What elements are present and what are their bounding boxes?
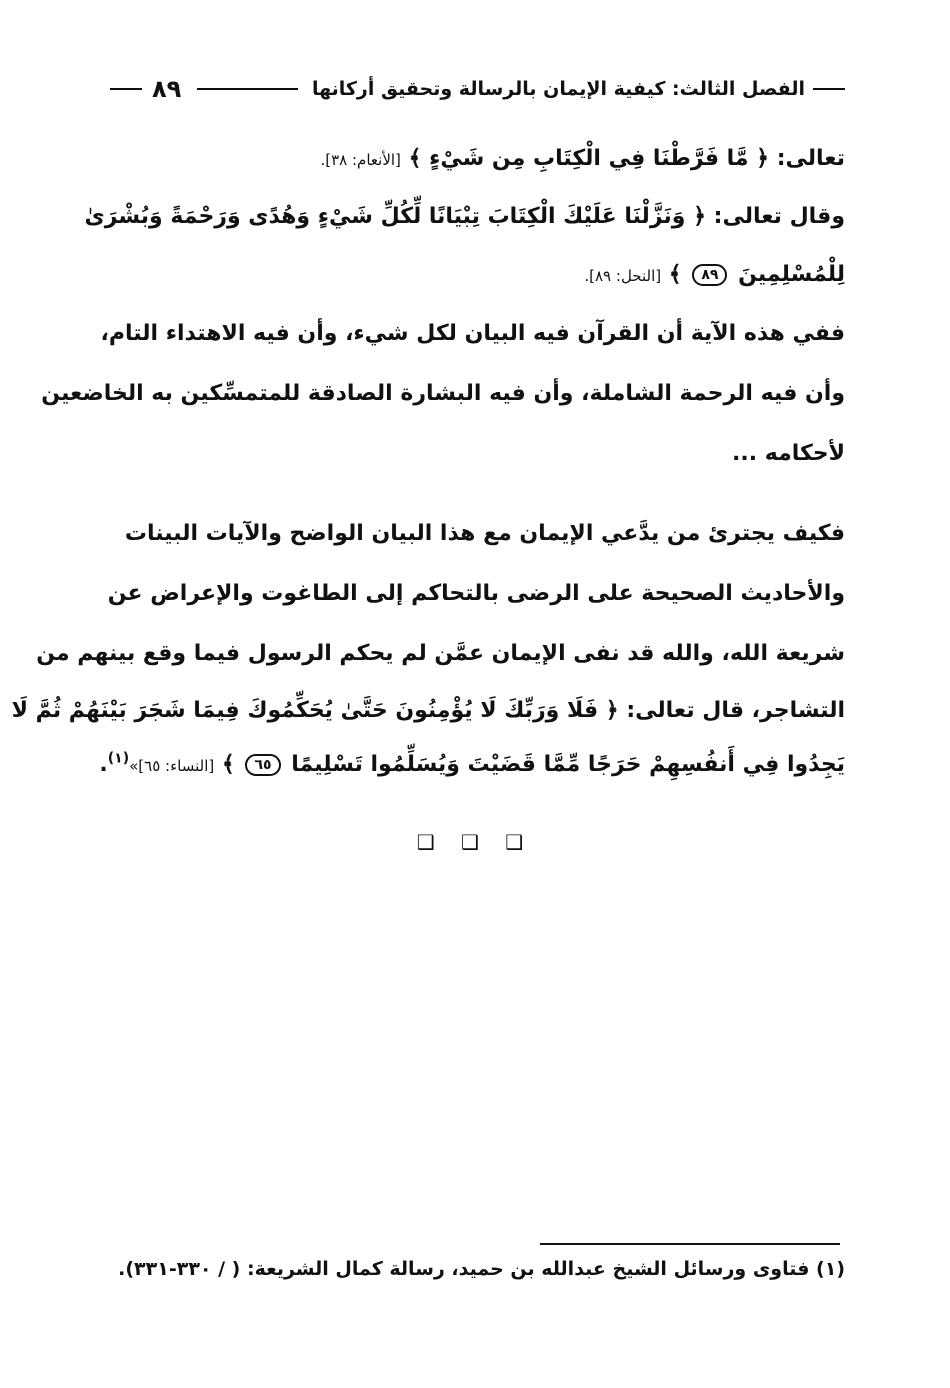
line-text: وأن فيه الرحمة الشاملة، وأن فيه البشارة الصادقة للمتمسِّكين به الخاضعين: [41, 381, 845, 406]
sentence-end: .: [99, 752, 108, 777]
text-line: [11, 684, 845, 738]
line-text: والأحاديث الصحيحة على الرضى بالتحاكم إلى الطاغوت والإعراض عن: [107, 581, 845, 606]
line-text: ففي هذه الآية أن القرآن فيه البيان لكل شيء، وأن فيه الاهتداء التام،: [100, 321, 845, 346]
text-line: [110, 504, 845, 564]
section-separator: ❑ ❑ ❑: [416, 830, 534, 854]
line-text: شريعة الله، والله قد نفى الإيمان عمَّن لم يحكم الرسول فيما وقع بينهم من: [36, 641, 845, 666]
verse-close-bracket: ﴾: [221, 752, 235, 777]
quran-verse: تعالى: ﴿ مَّا فَرَّطْنَا فِي الْكِتَابِ مِن شَيْءٍ ﴾: [408, 146, 845, 171]
paragraph-gap: [110, 484, 845, 504]
footnote-marker: (١): [107, 750, 130, 767]
header-dash: [110, 88, 142, 90]
quran-verse: يَجِدُوا فِي أَنفُسِهِمْ حَرَجًا مِّمَّا قَضَيْتَ وَيُسَلِّمُوا تَسْلِيمًا: [291, 752, 845, 777]
text-line: [110, 424, 845, 484]
line-text: لأحكامه ...: [732, 441, 845, 466]
running-header: [110, 74, 845, 104]
verse-reference: [النحل: ٨٩].: [584, 267, 662, 285]
ayah-number-ornament: ٦٥: [245, 754, 280, 776]
footnote: (١) فتاوى ورسائل الشيخ عبدالله بن حميد، رسالة كمال الشريعة: ( / ٣٣٠-٣٣١).: [118, 1258, 845, 1280]
chapter-title: الفصل الثالث: كيفية الإيمان بالرسالة وتحقيق أركانها: [311, 78, 805, 100]
page-number: ٨٩: [152, 75, 182, 103]
text-line: [110, 246, 845, 304]
header-dash: [813, 88, 845, 90]
verse-reference: [الأنعام: ٣٨].: [320, 151, 401, 169]
header-rule: [197, 88, 298, 90]
line-text: وقال تعالى: ﴿ وَنَزَّلْنَا عَلَيْكَ الْكِتَابَ تِبْيَانًا لِّكُلِّ شَيْءٍ وَهُدًى وَرَحْمَةً وَبُشْرَىٰ: [84, 204, 845, 229]
footnote-rule: [540, 1243, 840, 1245]
quran-verse: لِلْمُسْلِمِينَ: [738, 262, 845, 287]
verse-close-bracket: ﴾: [668, 262, 682, 287]
text-line: [99, 738, 845, 792]
text-line: [110, 130, 845, 188]
text-line: [107, 564, 845, 624]
text-line: [36, 624, 845, 684]
line-text: فكيف يجترئ من يدَّعي الإيمان مع هذا البيان الواضح والآيات البينات: [124, 521, 845, 546]
main-text: [11, 130, 845, 792]
text-line: [100, 304, 845, 364]
text-line: [41, 364, 845, 424]
text-line: [84, 188, 845, 246]
verse-reference: [النساء: ٦٥]»: [129, 757, 215, 775]
ayah-number-ornament: ٨٩: [692, 264, 727, 286]
line-text: التشاجر، قال تعالى: ﴿ فَلَا وَرَبِّكَ لَا يُؤْمِنُونَ حَتَّىٰ يُحَكِّمُوكَ فِيمَا شَجَرَ بَيْنَهُمْ ثُمَّ لَا: [11, 698, 845, 723]
